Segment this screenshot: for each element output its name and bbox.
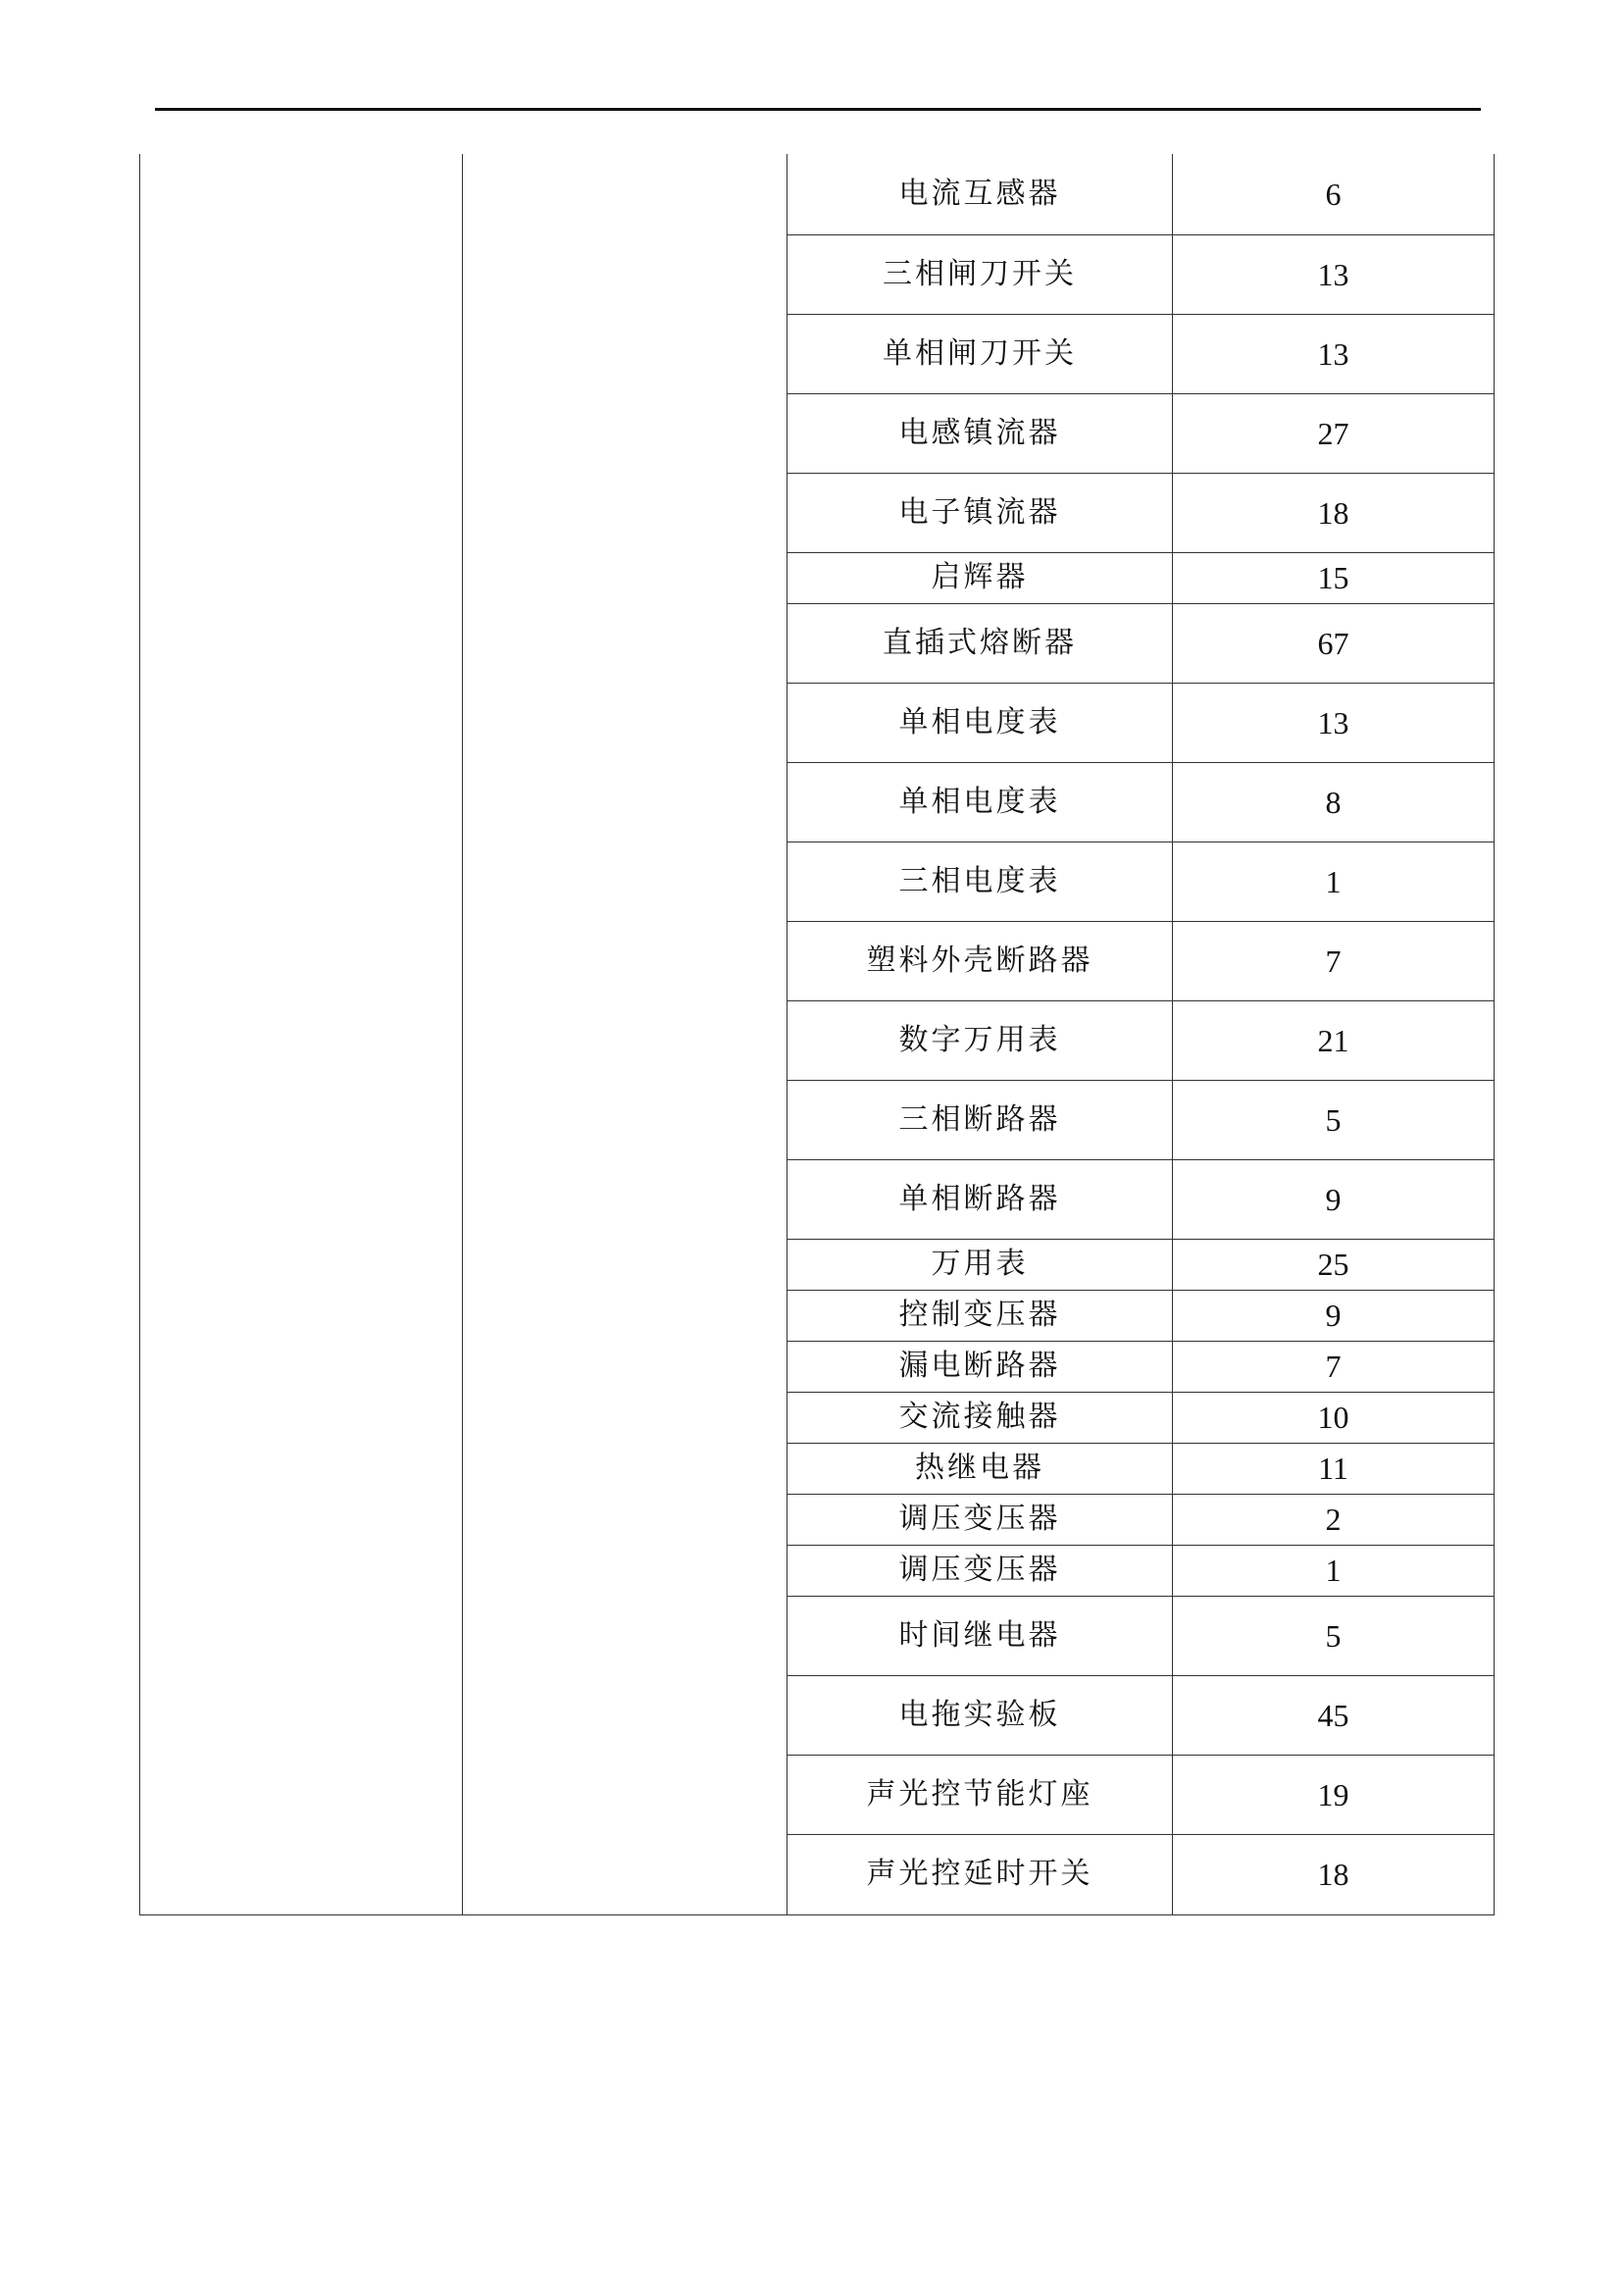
item-name-cell: 时间继电器 bbox=[787, 1596, 1173, 1675]
item-name-cell: 声光控延时开关 bbox=[787, 1834, 1173, 1914]
item-name-cell: 单相电度表 bbox=[787, 762, 1173, 842]
item-qty-cell: 67 bbox=[1173, 603, 1495, 683]
item-qty-cell: 15 bbox=[1173, 552, 1495, 603]
item-name-cell: 电流互感器 bbox=[787, 154, 1173, 234]
item-qty-cell: 5 bbox=[1173, 1080, 1495, 1159]
item-qty-cell: 13 bbox=[1173, 234, 1495, 314]
item-qty-cell: 5 bbox=[1173, 1596, 1495, 1675]
item-qty-cell: 19 bbox=[1173, 1755, 1495, 1834]
equipment-table-wrapper bbox=[139, 154, 1494, 1915]
item-qty-cell: 13 bbox=[1173, 683, 1495, 762]
item-qty-cell: 25 bbox=[1173, 1239, 1495, 1290]
item-qty-cell: 21 bbox=[1173, 1000, 1495, 1080]
item-name-cell: 控制变压器 bbox=[787, 1290, 1173, 1341]
item-name-cell: 声光控节能灯座 bbox=[787, 1755, 1173, 1834]
item-name-cell: 塑料外壳断路器 bbox=[787, 921, 1173, 1000]
item-qty-cell: 9 bbox=[1173, 1290, 1495, 1341]
merged-blank-cell-2 bbox=[463, 154, 787, 1914]
item-qty-cell: 10 bbox=[1173, 1392, 1495, 1443]
item-qty-cell: 8 bbox=[1173, 762, 1495, 842]
item-name-cell: 单相电度表 bbox=[787, 683, 1173, 762]
item-name-cell: 启辉器 bbox=[787, 552, 1173, 603]
merged-blank-cell-1 bbox=[140, 154, 463, 1914]
item-name-cell: 直插式熔断器 bbox=[787, 603, 1173, 683]
item-name-cell: 电拖实验板 bbox=[787, 1675, 1173, 1755]
item-qty-cell: 11 bbox=[1173, 1443, 1495, 1494]
item-qty-cell: 7 bbox=[1173, 921, 1495, 1000]
item-name-cell: 电感镇流器 bbox=[787, 393, 1173, 473]
item-name-cell: 数字万用表 bbox=[787, 1000, 1173, 1080]
item-qty-cell: 1 bbox=[1173, 842, 1495, 921]
item-name-cell: 调压变压器 bbox=[787, 1545, 1173, 1596]
item-name-cell: 三相断路器 bbox=[787, 1080, 1173, 1159]
equipment-table-body bbox=[140, 154, 1495, 1914]
item-qty-cell: 27 bbox=[1173, 393, 1495, 473]
item-name-cell: 调压变压器 bbox=[787, 1494, 1173, 1545]
item-qty-cell: 9 bbox=[1173, 1159, 1495, 1239]
item-qty-cell: 45 bbox=[1173, 1675, 1495, 1755]
item-qty-cell: 13 bbox=[1173, 314, 1495, 393]
header-rule bbox=[155, 108, 1481, 111]
item-name-cell: 交流接触器 bbox=[787, 1392, 1173, 1443]
item-name-cell: 三相电度表 bbox=[787, 842, 1173, 921]
equipment-table bbox=[139, 154, 1495, 1915]
item-qty-cell: 18 bbox=[1173, 473, 1495, 552]
item-name-cell: 万用表 bbox=[787, 1239, 1173, 1290]
item-qty-cell: 1 bbox=[1173, 1545, 1495, 1596]
item-name-cell: 热继电器 bbox=[787, 1443, 1173, 1494]
item-name-cell: 单相闸刀开关 bbox=[787, 314, 1173, 393]
item-qty-cell: 7 bbox=[1173, 1341, 1495, 1392]
item-name-cell: 三相闸刀开关 bbox=[787, 234, 1173, 314]
item-name-cell: 电子镇流器 bbox=[787, 473, 1173, 552]
item-qty-cell: 6 bbox=[1173, 154, 1495, 234]
item-qty-cell: 18 bbox=[1173, 1834, 1495, 1914]
item-name-cell: 单相断路器 bbox=[787, 1159, 1173, 1239]
item-name-cell: 漏电断路器 bbox=[787, 1341, 1173, 1392]
item-qty-cell: 2 bbox=[1173, 1494, 1495, 1545]
table-row bbox=[140, 154, 1495, 234]
